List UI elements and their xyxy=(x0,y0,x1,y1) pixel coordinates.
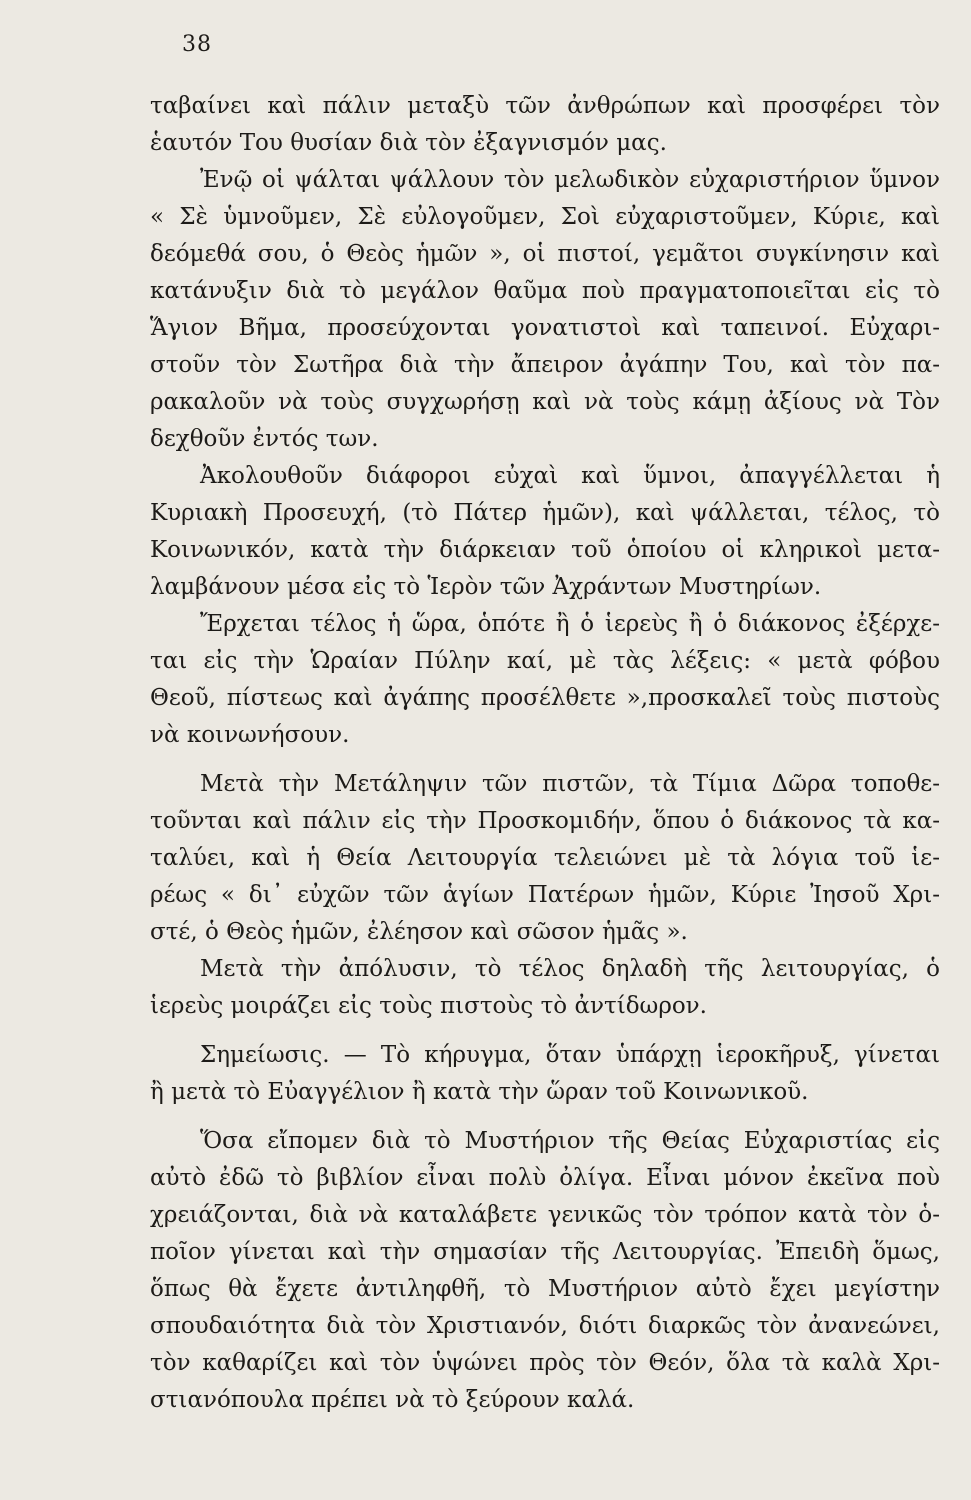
paragraph xyxy=(150,458,940,606)
text-line: Θεοῦ, πίστεως καὶ ἀγάπης προσέλθετε »,προσκαλεῖ τοὺς πιστοὺς xyxy=(150,685,940,711)
text-line: ρακαλοῦν νὰ τοὺς συγχωρήσῃ καὶ νὰ τοὺς κάμῃ ἀξίους νὰ Τὸν xyxy=(150,389,940,415)
text-line: ται εἰς τὴν Ὡραίαν Πύλην καί, μὲ τὰς λέξεις: « μετὰ φόβου xyxy=(150,648,940,674)
text-line: στιανόπουλα πρέπει νὰ τὸ ξεύρουν καλά. xyxy=(150,1387,635,1413)
paragraph xyxy=(150,606,940,754)
body-text xyxy=(150,88,940,1419)
paragraph xyxy=(150,1037,940,1111)
text-line: νὰ κοινωνήσουν. xyxy=(150,722,350,748)
paragraph-gap xyxy=(150,1111,940,1123)
text-line: αὐτὸ ἐδῶ τὸ βιβλίον εἶναι πολὺ ὀλίγα. Εἶναι μόνον ἐκεῖνα ποὺ xyxy=(150,1165,940,1191)
text-line: λαμβάνουν μέσα εἰς τὸ Ἱερὸν τῶν Ἀχράντων Μυστηρίων. xyxy=(150,574,822,600)
text-line: Μετὰ τὴν Μετάληψιν τῶν πιστῶν, τὰ Τίμια Δῶρα τοποθε- xyxy=(200,771,940,797)
text-line: στοῦν τὸν Σωτῆρα διὰ τὴν ἄπειρον ἀγάπην Του, καὶ τὸν πα- xyxy=(150,352,940,378)
text-line: ταλύει, καὶ ἡ Θεία Λειτουργία τελειώνει μὲ τὰ λόγια τοῦ ἱε- xyxy=(150,845,940,871)
text-line: δεχθοῦν ἐντός των. xyxy=(150,426,379,452)
text-line: Ὅσα εἴπομεν διὰ τὸ Μυστήριον τῆς Θείας Εὐχαριστίας εἰς xyxy=(200,1128,940,1154)
text-line: ἱερεὺς μοιράζει εἰς τοὺς πιστοὺς τὸ ἀντίδωρον. xyxy=(150,993,707,1019)
text-line: ρέως « δι᾽ εὐχῶν τῶν ἁγίων Πατέρων ἡμῶν, Κύριε Ἰησοῦ Χρι- xyxy=(150,882,940,908)
text-line: Σημείωσις. — Τὸ κήρυγμα, ὅταν ὑπάρχῃ ἱεροκῆρυξ, γίνεται xyxy=(200,1042,940,1068)
text-line: Κυριακὴ Προσευχή, (τὸ Πάτερ ἡμῶν), καὶ ψάλλεται, τέλος, τὸ xyxy=(150,500,940,526)
paragraph-gap xyxy=(150,754,940,766)
text-line: Ἐνῷ οἱ ψάλται ψάλλουν τὸν μελωδικὸν εὐχαριστήριον ὕμνον xyxy=(200,167,940,193)
text-line: ποῖον γίνεται καὶ τὴν σημασίαν τῆς Λειτουργίας. Ἐπειδὴ ὅμως, xyxy=(150,1239,940,1265)
paragraph xyxy=(150,88,940,162)
text-line: Κοινωνικόν, κατὰ τὴν διάρκειαν τοῦ ὁποίου οἱ κληρικοὶ μετα- xyxy=(150,537,940,563)
text-line: ταβαίνει καὶ πάλιν μεταξὺ τῶν ἀνθρώπων καὶ προσφέρει τὸν xyxy=(150,93,940,119)
text-line: σπουδαιότητα διὰ τὸν Χριστιανόν, διότι διαρκῶς τὸν ἀνανεώνει, xyxy=(150,1313,940,1339)
text-line: ἢ μετὰ τὸ Εὐαγγέλιον ἢ κατὰ τὴν ὥραν τοῦ Κοινωνικοῦ. xyxy=(150,1079,809,1105)
text-line: στέ, ὁ Θεὸς ἡμῶν, ἐλέησον καὶ σῶσον ἡμᾶς ». xyxy=(150,919,688,945)
text-line: κατάνυξιν διὰ τὸ μεγάλον θαῦμα ποὺ πραγματοποιεῖται εἰς τὸ xyxy=(150,278,940,304)
text-line: « Σὲ ὑμνοῦμεν, Σὲ εὐλογοῦμεν, Σοὶ εὐχαριστοῦμεν, Κύριε, καὶ xyxy=(150,204,940,230)
text-line: ὅπως θὰ ἔχετε ἀντιληφθῆ, τὸ Μυστήριον αὐτὸ ἔχει μεγίστην xyxy=(150,1276,940,1302)
text-line: Ἅγιον Βῆμα, προσεύχονται γονατιστοὶ καὶ ταπεινοί. Εὐχαρι- xyxy=(150,315,940,341)
paragraph xyxy=(150,1123,940,1419)
text-line: Ἔρχεται τέλος ἡ ὥρα, ὁπότε ἢ ὁ ἱερεὺς ἢ ὁ διάκονος ἐξέρχε- xyxy=(200,611,940,637)
page-number: 38 xyxy=(182,32,212,57)
paragraph-gap xyxy=(150,1025,940,1037)
text-line: τοῦνται καὶ πάλιν εἰς τὴν Προσκομιδήν, ὅπου ὁ διάκονος τὰ κα- xyxy=(150,808,940,834)
text-line: ἑαυτόν Του θυσίαν διὰ τὸν ἐξαγνισμόν μας. xyxy=(150,130,667,156)
text-line: χρειάζονται, διὰ νὰ καταλάβετε γενικῶς τὸν τρόπον κατὰ τὸν ὁ- xyxy=(150,1202,940,1228)
paragraph xyxy=(150,951,940,1025)
text-line: Ἀκολουθοῦν διάφοροι εὐχαὶ καὶ ὕμνοι, ἀπαγγέλλεται ἡ xyxy=(200,463,940,489)
paragraph xyxy=(150,162,940,458)
paragraph xyxy=(150,766,940,951)
text-line: δεόμεθά σου, ὁ Θεὸς ἡμῶν », οἱ πιστοί, γεμᾶτοι συγκίνησιν καὶ xyxy=(150,241,940,267)
text-line: Μετὰ τὴν ἀπόλυσιν, τὸ τέλος δηλαδὴ τῆς λειτουργίας, ὁ xyxy=(200,956,940,982)
text-line: τὸν καθαρίζει καὶ τὸν ὑψώνει πρὸς τὸν Θεόν, ὅλα τὰ καλὰ Χρι- xyxy=(150,1350,940,1376)
